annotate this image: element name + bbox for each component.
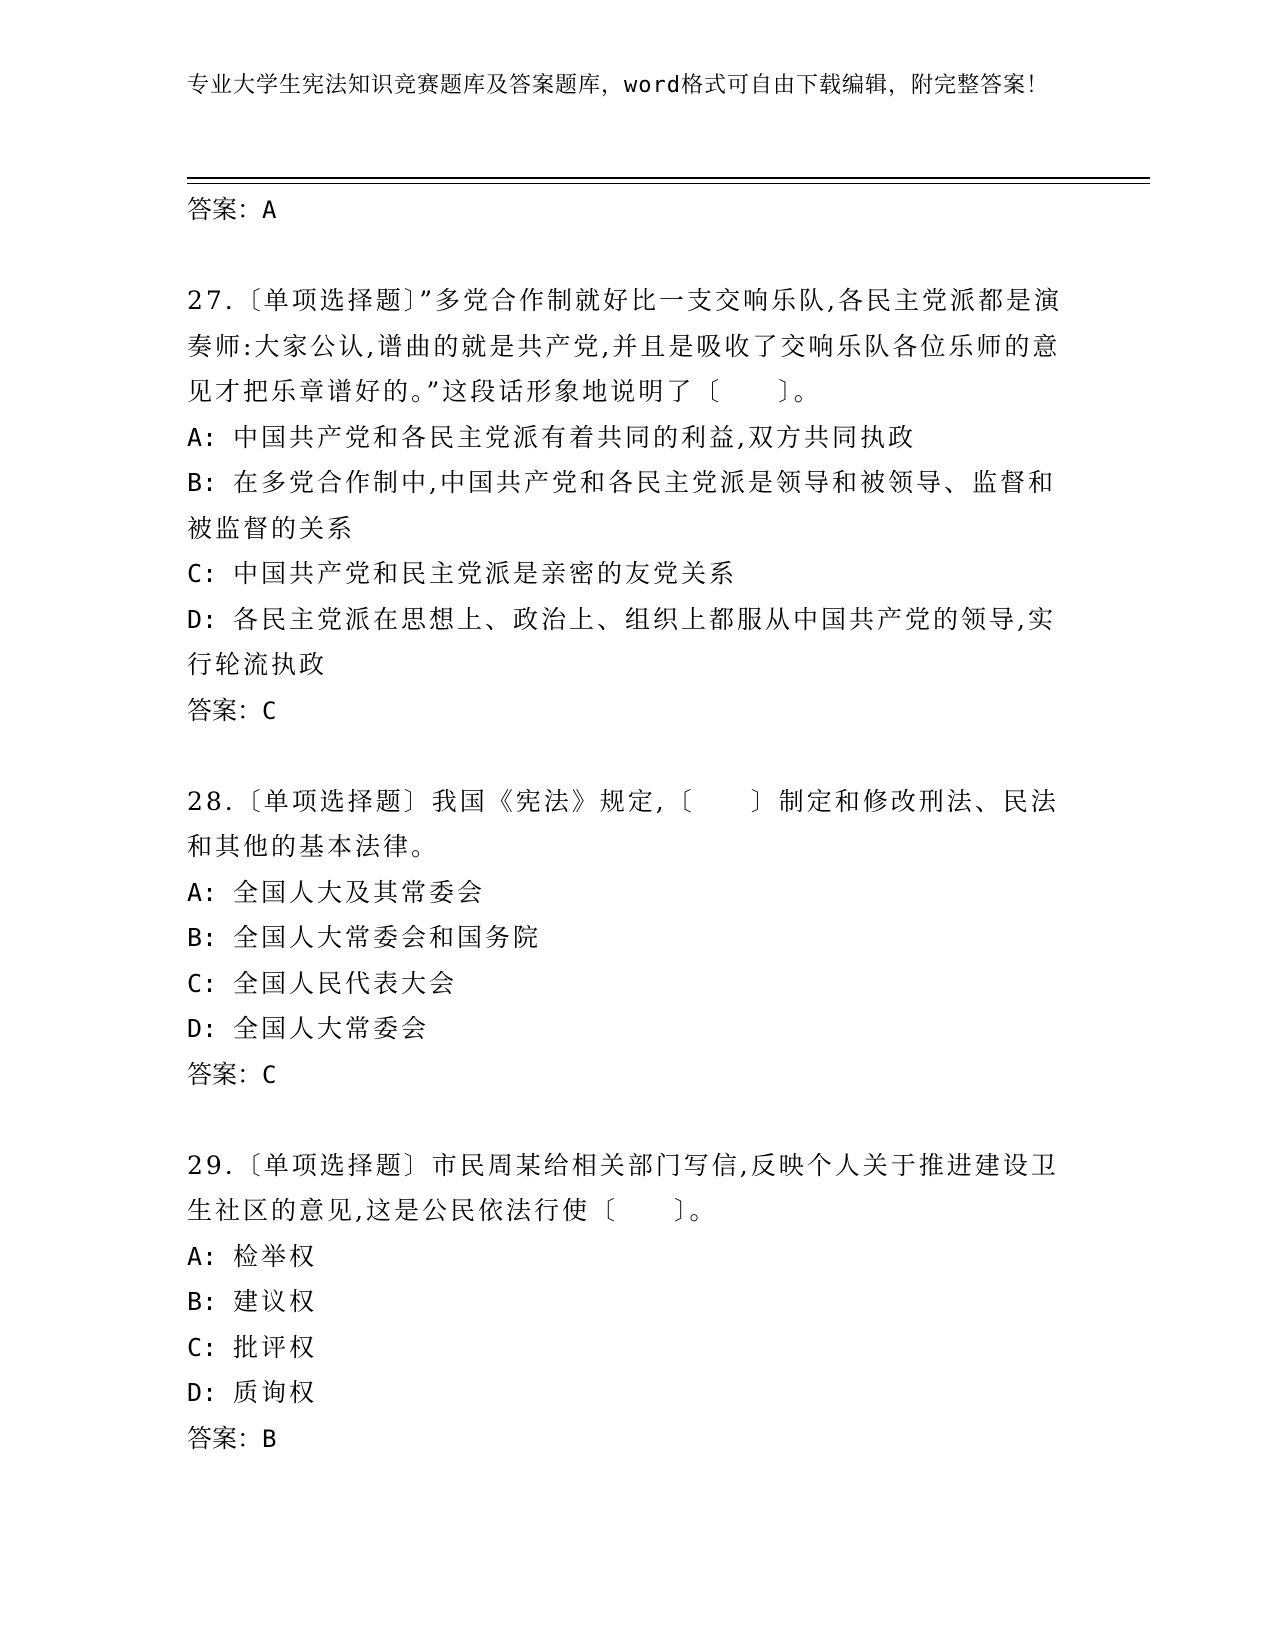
option-c: C: 全国人民代表大会 [187, 968, 458, 998]
header-rule-thin [187, 183, 1150, 184]
question-stem: 28.〔单项选择题〕我国《宪法》规定,〔 〕制定和修改刑法、民法和其他的基本法律。 [187, 786, 1059, 861]
header-rule-thick [187, 177, 1150, 179]
option-c: C: 中国共产党和民主党派是亲密的友党关系 [187, 559, 738, 588]
page-header: 专业大学生宪法知识竞赛题库及答案题库，word格式可自由下载编辑，附完整答案！ [187, 73, 1049, 98]
option-a: A: 检举权 [187, 1241, 318, 1271]
option-a: A: 中国共产党和各民主党派有着共同的利益,双方共同执政 [187, 422, 916, 452]
answer-line: 答案：A [187, 195, 277, 224]
question-stem: 29.〔单项选择题〕市民周某给相关部门写信,反映个人关于推进建设卫生社区的意见,这是公民依法行使〔 〕。 [187, 1150, 1059, 1225]
option-d: D: 质询权 [187, 1378, 318, 1407]
option-a: A: 全国人大及其常委会 [187, 877, 486, 907]
answer-line: 答案：C [187, 1059, 277, 1089]
answer-line: 答案：C [187, 695, 277, 725]
question-block [187, 779, 1067, 1098]
question-block [187, 278, 1067, 734]
option-b: B: 在多党合作制中,中国共产党和各民主党派是领导和被领导、监督和被监督的关系 [187, 468, 1056, 543]
option-d: D: 各民主党派在思想上、政治上、组织上都服从中国共产党的领导,实行轮流执政 [187, 604, 1056, 679]
option-b: B: 全国人大常委会和国务院 [187, 923, 542, 952]
question-stem: 27.〔单项选择题〕”多党合作制就好比一支交响乐队,各民主党派都是演奏师:大家公认,谱曲的就是共产党,并且是吸收了交响乐队各位乐师的意见才把乐章谱好的。”这段话形象地说明了〔 〕。 [187, 286, 1062, 406]
option-c: C: 批评权 [187, 1332, 318, 1362]
option-d: D: 全国人大常委会 [187, 1014, 430, 1043]
question-content [187, 187, 1067, 1462]
answer-line: 答案：B [187, 1423, 277, 1453]
question-block [187, 1143, 1067, 1462]
option-b: B: 建议权 [187, 1287, 318, 1316]
